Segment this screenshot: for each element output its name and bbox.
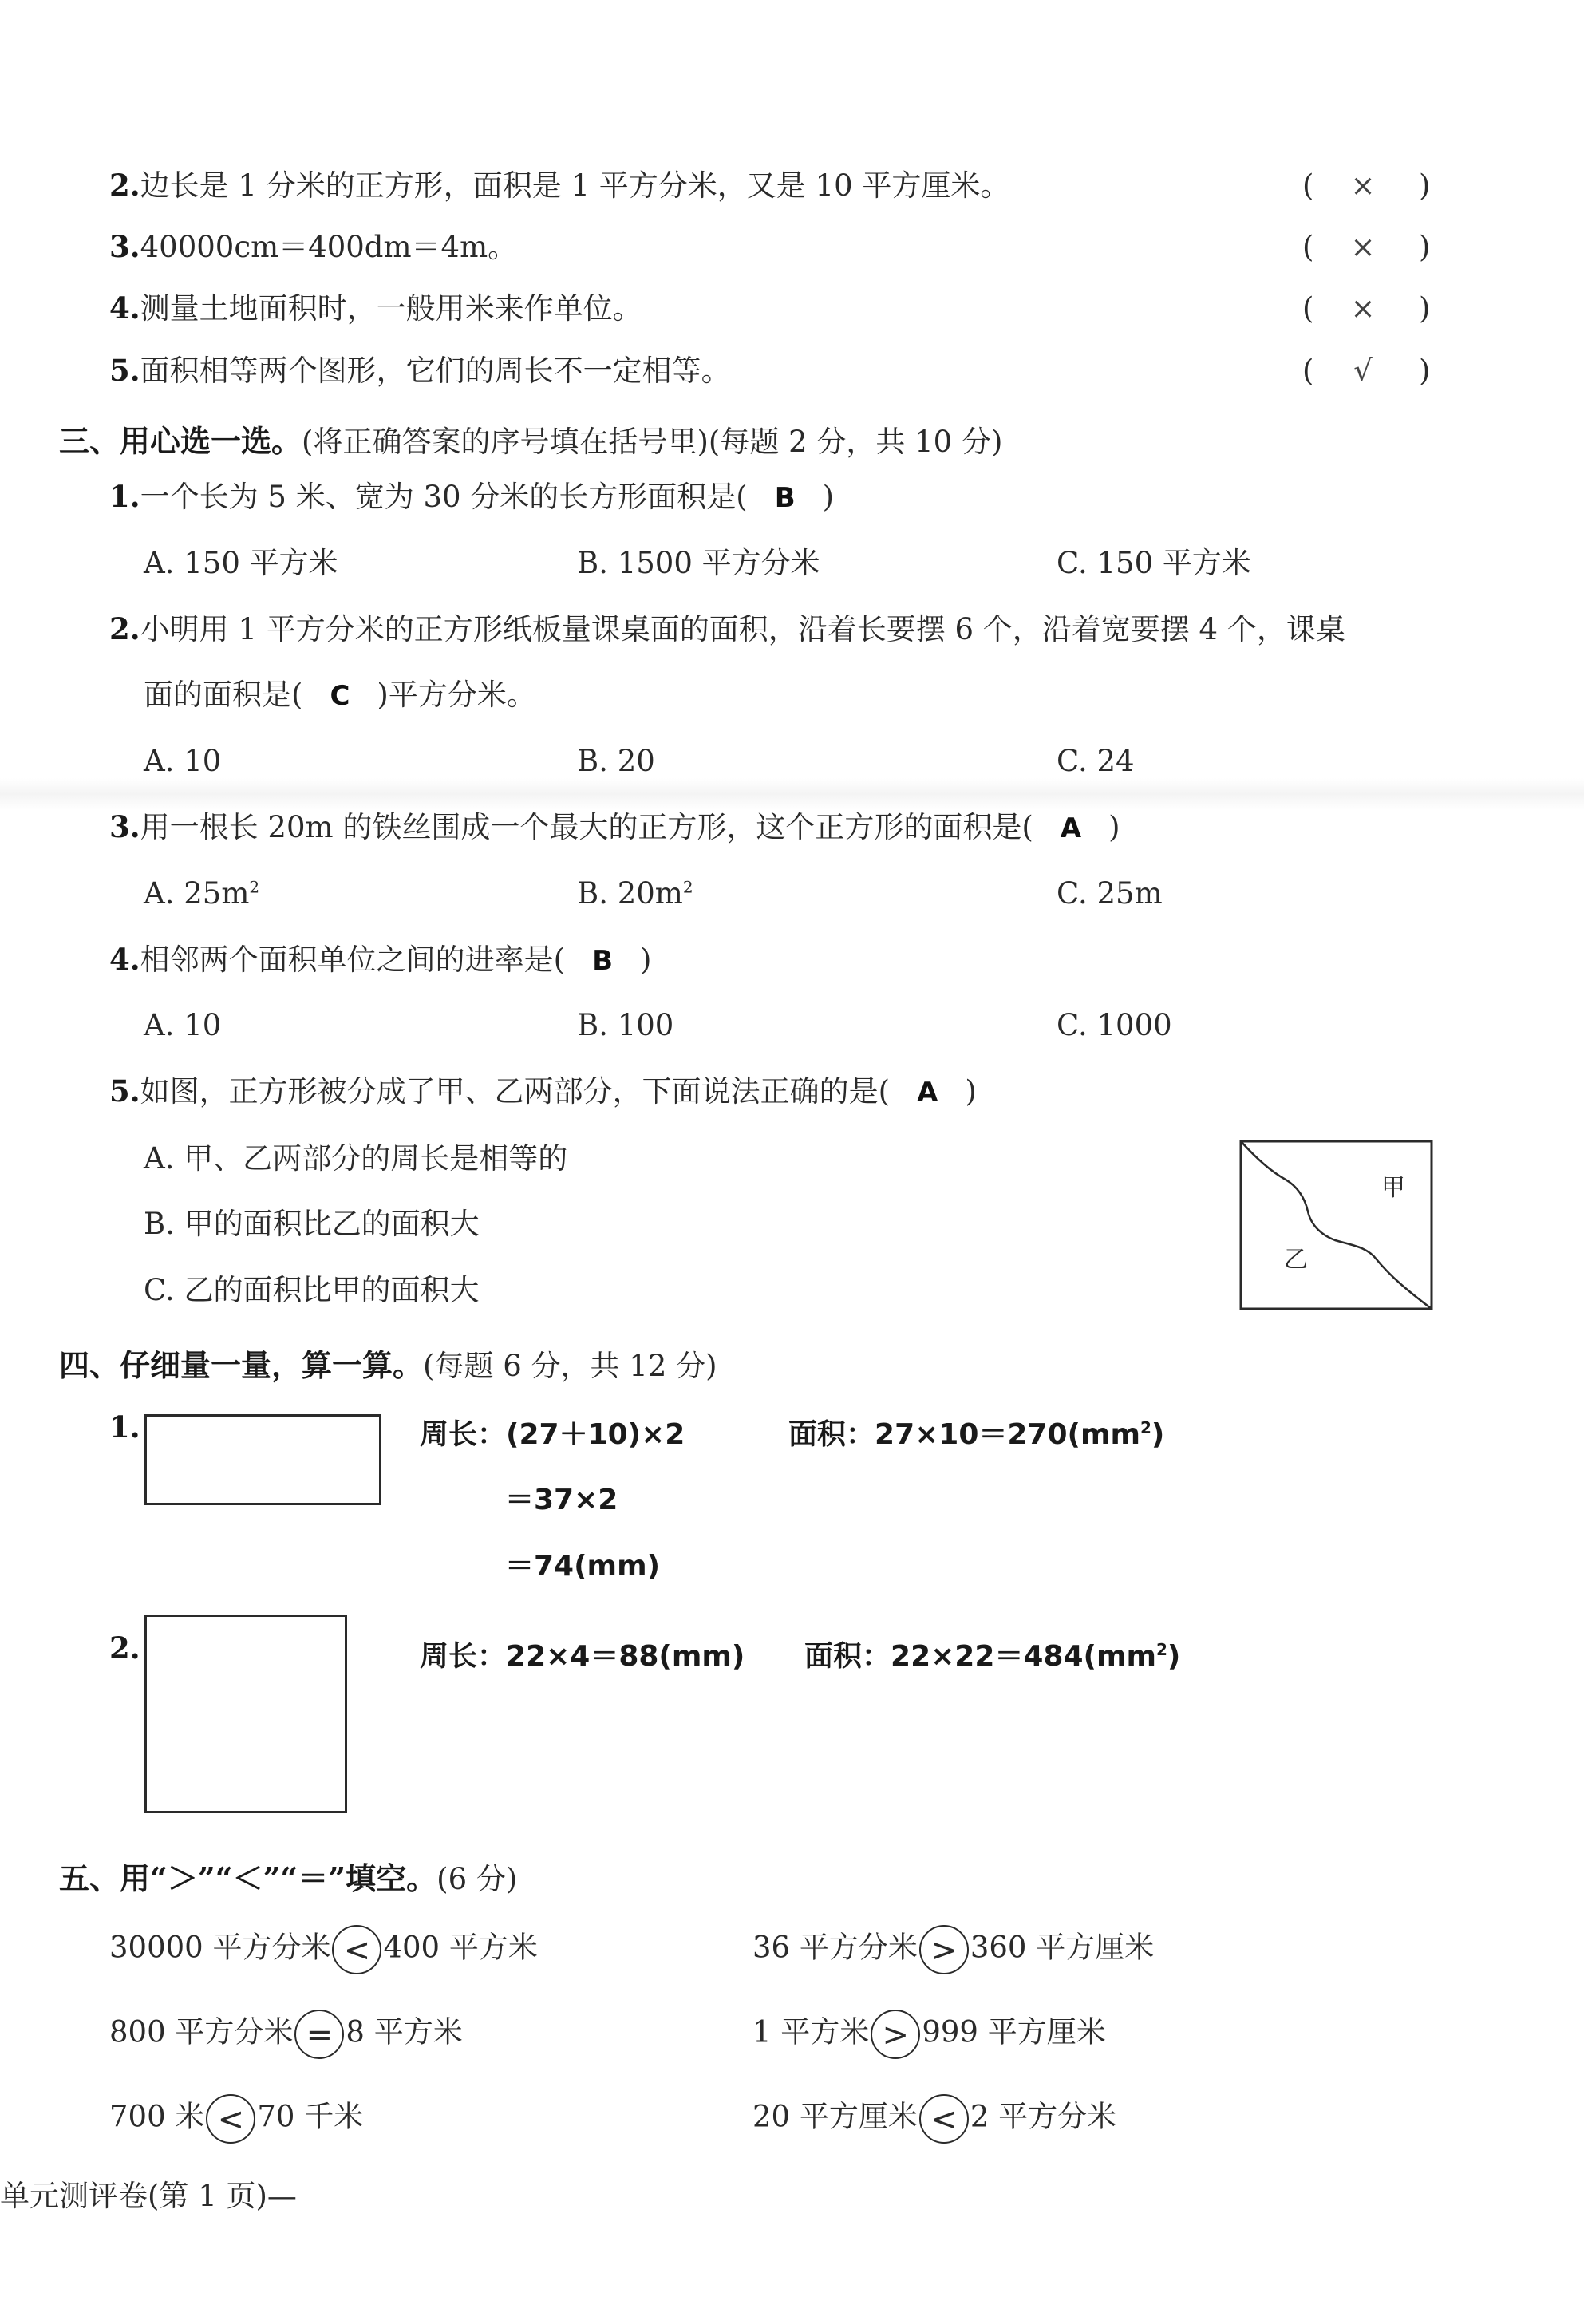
area-calc-q2: 面积：$22\times 22=484(mm^2)$ [804, 1639, 1181, 1673]
scan-band [0, 778, 1584, 810]
perimeter-calc-2: ＝37×2 [505, 1484, 618, 1516]
compare-item: 36 平方分米 > 360 平方厘米 [752, 1925, 1154, 1974]
perimeter-calc-1: 周长：(27＋10)×2 [420, 1417, 685, 1451]
judge-item: 3.40000cm＝400dm＝4m。 [109, 229, 518, 264]
judge-answer: ( × ) [1302, 168, 1431, 203]
compare-item: 700 米 < 70 千米 [109, 2094, 363, 2144]
choice-question-5: 5.如图，正方形被分成了甲、乙两部分，下面说法正确的是( A ) [109, 1073, 977, 1109]
option-b: B. 甲的面积比乙的面积大 [144, 1207, 480, 1241]
comparison-circle: > [919, 1925, 969, 1974]
measure-rectangle [144, 1414, 381, 1505]
perimeter-calc-q2: 周长：22×4＝88(mm) [420, 1639, 745, 1673]
judge-answer: ( × ) [1302, 291, 1431, 326]
judge-item: 2.边长是 1 分米的正方形，面积是 1 平方分米，又是 10 平方厘米。 [109, 168, 1010, 203]
option-b: B. 20 [577, 744, 655, 778]
option-a: A. 150 平方米 [144, 546, 338, 580]
area-calc-1: 面积：$27\times 10=270(mm^2)$ [788, 1417, 1165, 1451]
judge-item: 4.测量土地面积时，一般用米来作单位。 [109, 290, 642, 326]
comparison-circle: < [206, 2094, 255, 2144]
label-yi: 乙 [1284, 1246, 1308, 1274]
compare-item: 1 平方米 > 999 平方厘米 [752, 2010, 1106, 2059]
judge-answer: ( × ) [1302, 230, 1431, 264]
dividing-curve [1241, 1141, 1432, 1309]
measure-square [144, 1615, 347, 1813]
option-a: A. 10 [144, 1008, 222, 1042]
option-c: C. 24 [1057, 744, 1135, 778]
measure-question-2-num: 2. [109, 1630, 140, 1666]
choice-question-2: 2.小明用 1 平方分米的正方形纸板量课桌面的面积，沿着长要摆 6 个，沿着宽要摆 4 个，课桌 [109, 611, 1345, 646]
compare-item: 800 平方分米 = 8 平方米 [109, 2010, 463, 2059]
comparison-circle: < [919, 2094, 969, 2144]
page-footer: 单元测评卷(第 1 页)— [0, 2179, 297, 2213]
option-c: C. 25m [1057, 876, 1163, 911]
label-jia: 甲 [1381, 1174, 1405, 1202]
square-figure [1239, 1140, 1433, 1310]
perimeter-calc-3: ＝74(mm) [505, 1550, 661, 1583]
measure-question-1-num: 1. [109, 1409, 140, 1445]
comparison-circle: = [294, 2010, 344, 2059]
comparison-circle: > [871, 2010, 920, 2059]
option-b: B. $20m^2$ [577, 876, 693, 911]
option-a: A. $25m^2$ [144, 876, 260, 911]
compare-item: 30000 平方分米 < 400 平方米 [109, 1925, 538, 1974]
comparison-circle: < [332, 1925, 381, 1974]
option-a: A. 10 [144, 744, 222, 778]
option-b: B. 1500 平方分米 [577, 546, 820, 580]
option-c: C. 乙的面积比甲的面积大 [144, 1273, 480, 1307]
section-4-heading: 四、仔细量一量，算一算。(每题 6 分，共 12 分) [59, 1347, 717, 1383]
option-c: C. 1000 [1057, 1008, 1172, 1042]
choice-question-3: 3.用一根长 20m 的铁丝围成一个最大的正方形，这个正方形的面积是( A ) [109, 809, 1120, 844]
choice-question-4: 4.相邻两个面积单位之间的进率是( B ) [109, 942, 652, 977]
compare-item: 20 平方厘米 < 2 平方分米 [752, 2094, 1116, 2144]
option-c: C. 150 平方米 [1057, 546, 1251, 580]
figure-square [1241, 1141, 1432, 1309]
choice-question-2-line2: 面的面积是( C )平方分米。 [144, 678, 536, 712]
option-b: B. 100 [577, 1008, 674, 1042]
choice-question-1: 1.一个长为 5 米、宽为 30 分米的长方形面积是( B ) [109, 479, 835, 514]
judge-item: 5.面积相等两个图形，它们的周长不一定相等。 [109, 353, 731, 388]
judge-answer: ( √ ) [1302, 354, 1431, 388]
section-5-heading: 五、用“＞”“＜”“＝”填空。(6 分) [59, 1860, 518, 1896]
option-a: A. 甲、乙两部分的周长是相等的 [144, 1141, 568, 1176]
section-3-heading: 三、用心选一选。(将正确答案的序号填在括号里)(每题 2 分，共 10 分) [59, 423, 1003, 459]
